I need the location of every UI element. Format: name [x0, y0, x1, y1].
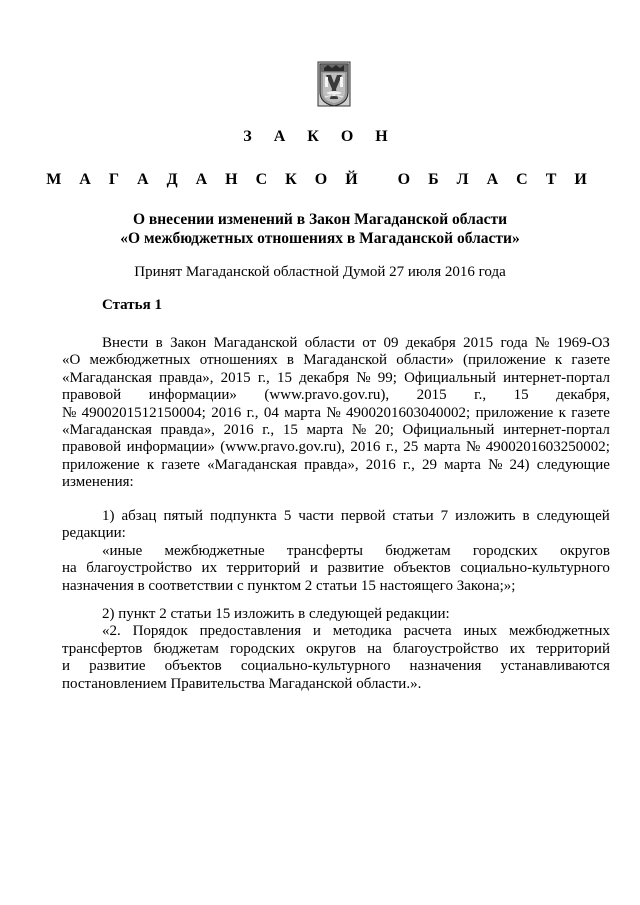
word: 2016 — [211, 404, 242, 421]
word: благоустройство — [392, 640, 499, 657]
text-line: постановлением Правительства Магаданской области.». — [62, 675, 422, 692]
word: 2015 — [416, 387, 447, 404]
word: Закон — [170, 335, 207, 351]
word: № — [326, 404, 341, 421]
word: г., — [246, 404, 259, 421]
article-heading: Статья 1 — [102, 297, 162, 313]
word: газете — [571, 404, 610, 421]
word: правовой — [62, 439, 122, 456]
word: № — [62, 404, 77, 421]
region-title: М А Г А Д А Н С К О Й О Б Л А С Т И — [46, 171, 594, 188]
word: Официальный — [402, 421, 495, 438]
word: округов — [306, 640, 356, 657]
word: года — [500, 335, 528, 351]
word: межбюджетных — [508, 623, 610, 640]
word: расчета — [403, 623, 452, 640]
word: и — [312, 623, 321, 640]
word: межбюджетных — [89, 352, 191, 369]
word: первой — [340, 508, 386, 524]
word: № — [465, 439, 481, 456]
word: правовой — [62, 387, 122, 404]
word: декабря — [405, 335, 456, 351]
text-line — [62, 335, 610, 352]
coat-of-arms-emblem — [314, 59, 354, 109]
word: 2016 — [223, 421, 254, 438]
word: подпункта — [210, 508, 277, 524]
word: № — [351, 421, 367, 438]
word: правда», — [160, 421, 215, 438]
word: территорий — [536, 640, 610, 657]
word: 20; — [374, 421, 394, 438]
word: развитие — [327, 560, 384, 577]
word: правда», — [304, 456, 359, 473]
word: следующие — [536, 456, 610, 473]
word: интернет-портал — [503, 421, 610, 438]
word: территорий — [226, 560, 301, 577]
word: г., — [474, 387, 487, 404]
paragraph-amendment-intro — [62, 335, 610, 492]
word: методика — [332, 623, 392, 640]
word: 5 — [283, 508, 292, 524]
word: г., — [385, 439, 398, 456]
word: иных — [463, 623, 498, 640]
word: социально-культурного — [460, 560, 610, 577]
law-subtitle-line-2: «О межбюджетных отношениях в Магаданской области» — [120, 230, 520, 247]
word: 09 — [383, 335, 399, 351]
word: правда», — [159, 369, 214, 386]
text-line — [62, 641, 610, 658]
word: (приложение — [463, 352, 546, 369]
word: предоставления — [199, 623, 302, 640]
word: назначения — [409, 658, 482, 675]
word: марта — [284, 404, 321, 421]
text-line: назначения в соответствии с пунктом 2 статьи 15 настоящего Закона;»; — [62, 577, 516, 594]
word: декабря — [299, 369, 350, 386]
word: 1) — [102, 508, 115, 524]
word: в — [286, 352, 295, 369]
word: декабря, — [556, 387, 610, 404]
text-line — [62, 439, 610, 456]
law-title: З А К О Н — [243, 128, 397, 145]
word: объектов — [164, 658, 222, 675]
text-line — [62, 543, 610, 560]
word: устанавливаются — [500, 658, 610, 675]
word: (www.pravo.gov.ru), — [220, 439, 345, 456]
word: бюджетам — [385, 542, 451, 559]
word: «2. — [102, 623, 121, 640]
word: Официальный — [404, 369, 496, 386]
word: 2016 — [350, 439, 381, 456]
word: к — [554, 352, 563, 369]
word: № — [356, 369, 371, 386]
text-line — [62, 387, 610, 404]
word: марта — [423, 439, 461, 456]
word: газете — [161, 456, 200, 473]
word: информации» — [148, 387, 237, 404]
word: марта — [306, 421, 344, 438]
word: 7 — [440, 508, 449, 524]
word: на — [367, 640, 382, 657]
word: межбюджетные — [164, 542, 265, 559]
text-line — [62, 370, 610, 387]
word: Внести — [102, 335, 149, 351]
word: городских — [472, 542, 538, 559]
word: № — [534, 335, 550, 351]
word: 2015 — [463, 335, 494, 351]
word: 15 — [282, 421, 298, 438]
word: газете — [571, 352, 610, 369]
word: следующей — [536, 508, 610, 524]
text-line — [62, 560, 610, 577]
word: 2015 — [220, 369, 251, 386]
word: благоустройство — [86, 560, 192, 577]
text-line — [62, 457, 610, 474]
word: их — [201, 560, 218, 577]
word: 15 — [276, 369, 292, 386]
word: от — [362, 335, 377, 351]
text-line — [62, 658, 610, 675]
word: их — [509, 640, 526, 657]
word: области — [304, 335, 355, 351]
word: информации» — [126, 439, 215, 456]
text-line — [62, 508, 610, 525]
word: развитие — [89, 658, 146, 675]
word: «иные — [102, 542, 143, 559]
word: и — [62, 658, 71, 675]
word: «Магаданская — [62, 369, 152, 386]
word: марта — [444, 456, 481, 473]
word: 4900201512150004; — [81, 404, 206, 421]
text-line: изменения: — [62, 474, 134, 491]
word: к — [146, 456, 155, 473]
word: 2016 — [365, 456, 396, 473]
word: социально-культурного — [240, 658, 391, 675]
word: Магаданской — [303, 352, 388, 369]
word: «О — [62, 352, 81, 369]
text-line — [62, 405, 610, 422]
word: трансфертов — [62, 640, 143, 657]
word: «Магаданская — [62, 421, 152, 438]
paragraph-amendment-2 — [62, 606, 610, 693]
word: 4900201603040002; — [346, 404, 471, 421]
word: приложение — [62, 456, 140, 473]
word: 25 — [403, 439, 419, 456]
word: на — [62, 560, 77, 577]
word: г., — [257, 369, 270, 386]
word: Магаданской — [213, 335, 298, 351]
word: и — [309, 560, 318, 577]
word: 1969-ОЗ — [556, 335, 610, 351]
word: г., — [262, 421, 275, 438]
law-subtitle-line-1: О внесении изменений в Закон Магаданской области — [132, 211, 508, 228]
word: к — [558, 404, 566, 421]
word: трансферты — [286, 542, 363, 559]
word: округов — [560, 542, 610, 559]
text-line: 2) пункт 2 статьи 15 изложить в следующей редакции: — [102, 606, 450, 622]
word: 99; — [377, 369, 397, 386]
word: (www.pravo.gov.ru), — [264, 387, 390, 404]
word: Порядок — [132, 623, 188, 640]
word: интернет-портал — [503, 369, 610, 386]
word: 24) — [509, 456, 530, 473]
word: приложение — [475, 404, 554, 421]
word: г., — [402, 456, 415, 473]
paragraph-amendment-1 — [62, 508, 610, 595]
word: в — [155, 335, 163, 351]
text-line — [62, 422, 610, 439]
word: в — [522, 508, 530, 524]
word: № — [488, 456, 503, 473]
word: объектов — [393, 560, 451, 577]
word: 15 — [513, 387, 529, 404]
word: пятый — [163, 508, 204, 524]
word: городских — [230, 640, 295, 657]
word: отношениях — [199, 352, 278, 369]
word: изложить — [455, 508, 516, 524]
text-line — [62, 623, 610, 640]
word: бюджетам — [153, 640, 219, 657]
word: области» — [396, 352, 454, 369]
text-line: редакции: — [62, 525, 126, 542]
word: «Магаданская — [207, 456, 297, 473]
word: 29 — [422, 456, 438, 473]
word: 04 — [263, 404, 279, 421]
text-line — [62, 352, 610, 369]
word: абзац — [121, 508, 157, 524]
adoption-note: Принят Магаданской областной Думой 27 июля 2016 года — [134, 264, 506, 280]
word: 4900201603250002; — [485, 439, 610, 456]
word: статьи — [392, 508, 434, 524]
word: части — [298, 508, 334, 524]
